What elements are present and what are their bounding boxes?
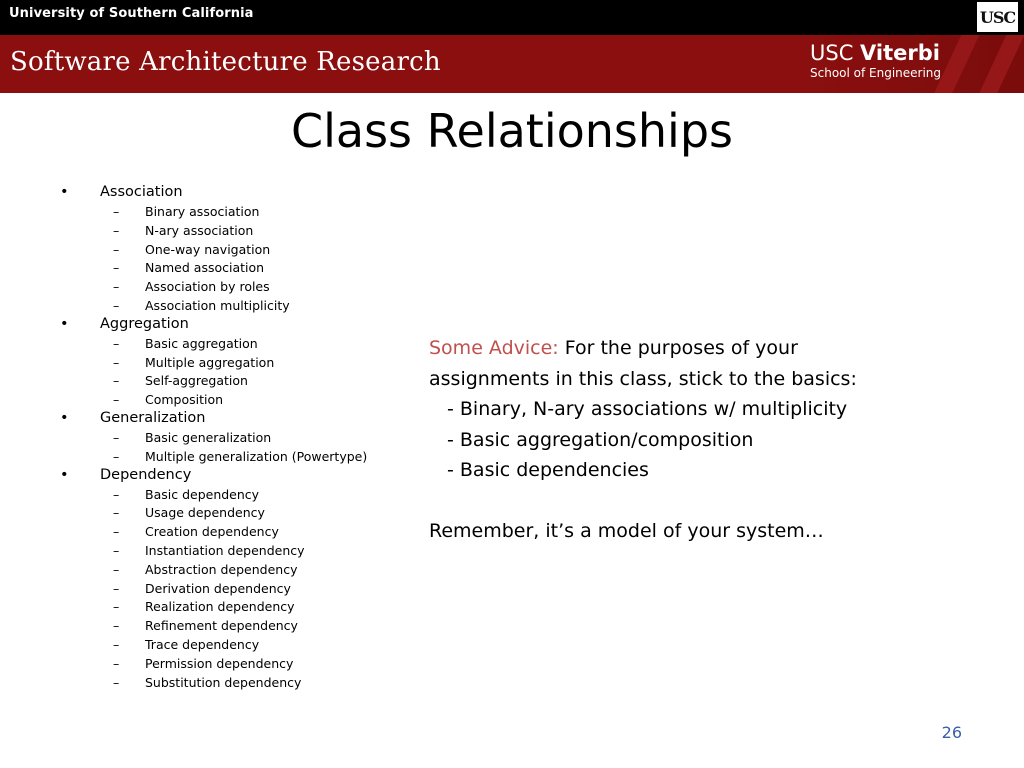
outline-topic [60,466,420,485]
outline-subitem-label: Substitution dependency [145,674,302,690]
advice-point: - Basic dependencies [447,459,649,481]
outline-subitem [60,654,420,673]
outline-topic [60,409,420,428]
outline-subitem [60,296,420,315]
header-banner [0,35,1024,93]
outline-subitem [60,597,420,616]
advice-closing: Remember, it’s a model of your system… [429,520,824,542]
outline-subitem-label: One-way navigation [145,241,271,257]
dash-icon: – [113,655,120,671]
bullet-icon: • [60,315,69,332]
outline-subitem [60,277,420,296]
outline-subitem [60,202,420,221]
outline-topic [60,315,420,334]
outline-subitem-label: N-ary association [145,222,254,238]
dash-icon: – [113,524,120,540]
advice-line-2: assignments in this class, stick to the basics: [429,367,857,390]
dash-icon: – [113,373,120,389]
outline-topic [60,183,420,202]
research-group-name: Software Architecture Research [10,47,441,77]
outline-subitem-label: Realization dependency [145,599,295,615]
dash-icon: – [113,204,120,219]
dash-icon: – [113,260,120,276]
dash-icon: – [113,542,120,558]
dash-icon: – [113,335,120,351]
outline-subitem [60,541,420,560]
dash-icon: – [113,505,120,521]
dash-icon: – [113,580,120,596]
dash-icon: – [113,241,120,257]
advice-intro-1: For the purposes of your [558,337,798,359]
outline-subitem-label: Association by roles [145,279,270,295]
dash-icon: – [113,618,120,634]
outline-subitem [60,616,420,635]
outline-subitem [60,240,420,259]
dash-icon: – [113,279,120,295]
advice-box [429,333,899,547]
outline-topic-label: Aggregation [100,315,189,332]
page-number: 26 [941,723,962,742]
dash-icon: – [113,561,120,577]
outline-subitem-label: Named association [145,260,265,276]
dash-icon: – [113,354,120,370]
dash-icon: – [113,636,120,652]
slide-title: Class Relationships [291,104,733,158]
outline-subitem [60,560,420,579]
outline-subitem-label: Self-aggregation [145,373,248,389]
outline-subitem [60,635,420,654]
outline-subitem [60,353,420,372]
relationship-outline [60,183,420,691]
advice-point: - Binary, N-ary associations w/ multiplicity [447,398,848,420]
outline-subitem-label: Abstraction dependency [145,561,298,577]
outline-subitem-label: Multiple aggregation [145,354,275,370]
bullet-icon: • [60,184,69,200]
advice-spacer [429,486,899,517]
bullet-icon: • [60,409,69,426]
dash-icon: – [113,429,120,445]
outline-subitem-label: Multiple generalization (Powertype) [145,448,368,464]
outline-subitem [60,221,420,240]
outline-topic-label: Dependency [100,466,192,483]
outline-subitem [60,447,420,466]
viterbi-word: Viterbi [860,41,940,65]
university-name: University of Southern California [9,6,254,21]
outline-subitem [60,522,420,541]
outline-subitem-label: Basic aggregation [145,335,258,351]
dash-icon: – [113,297,120,313]
outline-subitem-label: Usage dependency [145,505,265,521]
top-bar [0,0,1024,35]
outline-subitem [60,673,420,692]
outline-subitem-label: Instantiation dependency [145,542,305,558]
dash-icon: – [113,599,120,615]
advice-line-1 [429,333,899,364]
outline-topic-label: Association [100,184,183,200]
dash-icon: – [113,392,120,408]
outline-subitem-label: Permission dependency [145,655,294,671]
dash-icon: – [113,674,120,690]
viterbi-usc: USC [810,41,861,65]
outline-subitem-label: Composition [145,392,224,408]
outline-subitem-label: Binary association [145,204,260,219]
advice-label: Some Advice: [429,337,559,359]
outline-subitem-label: Basic generalization [145,429,272,445]
dash-icon: – [113,222,120,238]
outline-topic-label: Generalization [100,409,206,426]
outline-subitem [60,334,420,353]
dash-icon: – [113,448,120,464]
outline-subitem-label: Association multiplicity [145,297,290,313]
usc-logo: USC [977,2,1018,32]
outline-subitem [60,579,420,598]
outline-subitem-label: Trace dependency [145,636,260,652]
outline-subitem [60,503,420,522]
outline-subitem [60,390,420,409]
outline-subitem-label: Derivation dependency [145,580,291,596]
school-of-engineering: School of Engineering [810,66,942,80]
outline-subitem-label: Refinement dependency [145,618,298,634]
advice-point: - Basic aggregation/composition [447,428,754,451]
bullet-icon: • [60,466,69,483]
outline-subitem [60,371,420,390]
outline-subitem-label: Creation dependency [145,524,279,540]
outline-subitem [60,485,420,504]
outline-subitem [60,428,420,447]
viterbi-logo [810,41,941,80]
outline-subitem-label: Basic dependency [145,486,260,502]
outline-subitem [60,258,420,277]
dash-icon: – [113,486,120,502]
